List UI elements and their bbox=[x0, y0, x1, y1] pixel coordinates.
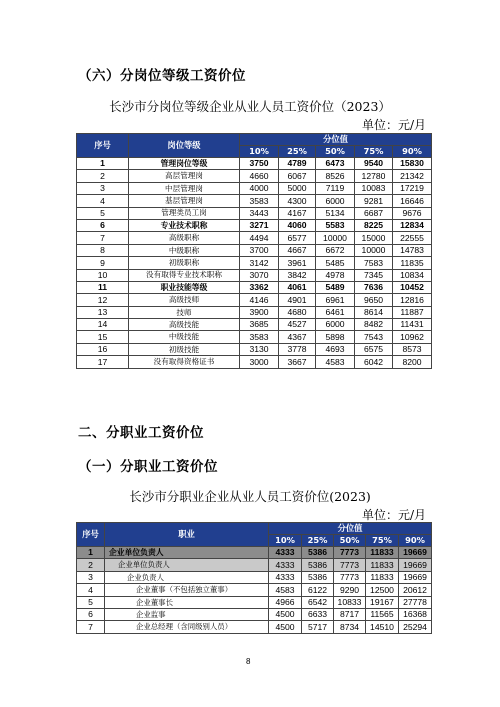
cell-p90: 9676 bbox=[393, 207, 432, 219]
cell-p10: 3583 bbox=[240, 331, 279, 343]
cell-p50: 4693 bbox=[316, 343, 355, 355]
row-name: 企业总经理（含同级别人员） bbox=[105, 621, 269, 633]
row-name: 技师 bbox=[129, 306, 240, 318]
cell-p10: 3130 bbox=[240, 343, 279, 355]
cell-p10: 3900 bbox=[240, 306, 279, 318]
cell-p25: 5000 bbox=[279, 182, 316, 194]
row-seq: 7 bbox=[77, 232, 129, 244]
row-seq: 17 bbox=[77, 356, 129, 368]
header-p10: 10% bbox=[240, 146, 279, 158]
cell-p90: 22555 bbox=[393, 232, 432, 244]
row-name: 高层管理岗 bbox=[129, 170, 240, 182]
row-name: 初级职称 bbox=[129, 257, 240, 269]
row-seq: 6 bbox=[77, 219, 129, 231]
table-row bbox=[77, 244, 432, 256]
cell-p50: 10000 bbox=[316, 232, 355, 244]
cell-p75: 11833 bbox=[366, 571, 399, 583]
table-row bbox=[77, 559, 432, 571]
cell-p90: 10834 bbox=[393, 269, 432, 281]
row-name: 企业单位负责人 bbox=[105, 547, 269, 559]
table-row bbox=[77, 621, 432, 633]
table-row bbox=[77, 608, 432, 620]
row-seq: 8 bbox=[77, 244, 129, 256]
row-name: 中级技能 bbox=[129, 331, 240, 343]
table-row bbox=[77, 571, 432, 583]
cell-p25: 5717 bbox=[302, 621, 334, 633]
cell-p90: 10452 bbox=[393, 281, 432, 293]
cell-p25: 4527 bbox=[279, 319, 316, 331]
cell-p75: 8225 bbox=[355, 219, 393, 231]
cell-p90: 12816 bbox=[393, 294, 432, 306]
table-row bbox=[77, 584, 432, 596]
header-p75: 75% bbox=[355, 146, 393, 158]
cell-p75: 10083 bbox=[355, 182, 393, 194]
cell-p90: 19669 bbox=[399, 559, 432, 571]
header-p10: 10% bbox=[269, 535, 302, 547]
cell-p50: 4978 bbox=[316, 269, 355, 281]
cell-p90: 11887 bbox=[393, 306, 432, 318]
header-p90: 90% bbox=[393, 146, 432, 158]
cell-p75: 8482 bbox=[355, 319, 393, 331]
row-name: 中级职称 bbox=[129, 244, 240, 256]
header-p25: 25% bbox=[279, 146, 316, 158]
cell-p90: 16646 bbox=[393, 195, 432, 207]
cell-p25: 4060 bbox=[279, 219, 316, 231]
row-name: 高级职称 bbox=[129, 232, 240, 244]
cell-p75: 7636 bbox=[355, 281, 393, 293]
table-row bbox=[77, 356, 432, 368]
cell-p90: 19669 bbox=[399, 547, 432, 559]
cell-p50: 6961 bbox=[316, 294, 355, 306]
row-seq: 10 bbox=[77, 269, 129, 281]
cell-p10: 4333 bbox=[269, 559, 302, 571]
row-seq: 4 bbox=[77, 584, 105, 596]
cell-p75: 11833 bbox=[366, 547, 399, 559]
cell-p75: 6575 bbox=[355, 343, 393, 355]
cell-p10: 4494 bbox=[240, 232, 279, 244]
cell-p90: 19669 bbox=[399, 571, 432, 583]
table-row bbox=[77, 207, 432, 219]
row-name: 企业董事长 bbox=[105, 596, 269, 608]
cell-p75: 9540 bbox=[355, 158, 393, 170]
header-p50: 50% bbox=[334, 535, 366, 547]
cell-p25: 6542 bbox=[302, 596, 334, 608]
row-seq: 2 bbox=[77, 559, 105, 571]
cell-p10: 3700 bbox=[240, 244, 279, 256]
row-name: 企业监事 bbox=[105, 608, 269, 620]
cell-p75: 12780 bbox=[355, 170, 393, 182]
row-seq: 15 bbox=[77, 331, 129, 343]
cell-p50: 8526 bbox=[316, 170, 355, 182]
cell-p50: 7773 bbox=[334, 571, 366, 583]
cell-p50: 8734 bbox=[334, 621, 366, 633]
cell-p50: 5134 bbox=[316, 207, 355, 219]
cell-p90: 16368 bbox=[399, 608, 432, 620]
row-seq: 5 bbox=[77, 207, 129, 219]
cell-p10: 4966 bbox=[269, 596, 302, 608]
table-title-occupation: 长沙市分职业企业从业人员工资价位(2023) bbox=[129, 489, 371, 504]
cell-p75: 8614 bbox=[355, 306, 393, 318]
cell-p25: 4367 bbox=[279, 331, 316, 343]
cell-p10: 3443 bbox=[240, 207, 279, 219]
row-seq: 14 bbox=[77, 319, 129, 331]
cell-p50: 5583 bbox=[316, 219, 355, 231]
cell-p75: 7345 bbox=[355, 269, 393, 281]
cell-p75: 6042 bbox=[355, 356, 393, 368]
table-row bbox=[77, 319, 432, 331]
row-seq: 2 bbox=[77, 170, 129, 182]
header-p50: 50% bbox=[316, 146, 355, 158]
cell-p25: 4061 bbox=[279, 281, 316, 293]
cell-p25: 5386 bbox=[302, 547, 334, 559]
header-job-level: 岗位等级 bbox=[129, 134, 240, 158]
cell-p50: 9290 bbox=[334, 584, 366, 596]
cell-p50: 6461 bbox=[316, 306, 355, 318]
header-percentile-group: 分位值 bbox=[240, 134, 432, 146]
cell-p25: 6633 bbox=[302, 608, 334, 620]
cell-p50: 5898 bbox=[316, 331, 355, 343]
table-row bbox=[77, 294, 432, 306]
cell-p25: 6122 bbox=[302, 584, 334, 596]
table-row bbox=[77, 182, 432, 194]
table-row bbox=[77, 281, 432, 293]
cell-p10: 3271 bbox=[240, 219, 279, 231]
cell-p75: 9650 bbox=[355, 294, 393, 306]
row-name: 职业技能等级 bbox=[129, 281, 240, 293]
cell-p75: 9281 bbox=[355, 195, 393, 207]
row-seq: 13 bbox=[77, 306, 129, 318]
cell-p75: 11565 bbox=[366, 608, 399, 620]
cell-p90: 11431 bbox=[393, 319, 432, 331]
cell-p90: 12834 bbox=[393, 219, 432, 231]
row-name: 企业负责人 bbox=[105, 571, 269, 583]
cell-p10: 4146 bbox=[240, 294, 279, 306]
cell-p50: 5485 bbox=[316, 257, 355, 269]
header-p25: 25% bbox=[302, 535, 334, 547]
cell-p75: 7583 bbox=[355, 257, 393, 269]
cell-p50: 6672 bbox=[316, 244, 355, 256]
cell-p50: 6000 bbox=[316, 195, 355, 207]
row-name: 没有取得资格证书 bbox=[129, 356, 240, 368]
cell-p10: 4500 bbox=[269, 608, 302, 620]
cell-p50: 7773 bbox=[334, 547, 366, 559]
row-seq: 3 bbox=[77, 182, 129, 194]
row-name: 基层管理岗 bbox=[129, 195, 240, 207]
cell-p25: 3667 bbox=[279, 356, 316, 368]
table-row bbox=[77, 306, 432, 318]
cell-p50: 10833 bbox=[334, 596, 366, 608]
cell-p75: 11833 bbox=[366, 559, 399, 571]
row-seq: 9 bbox=[77, 257, 129, 269]
cell-p10: 3583 bbox=[240, 195, 279, 207]
row-seq: 6 bbox=[77, 608, 105, 620]
cell-p75: 7543 bbox=[355, 331, 393, 343]
table-row bbox=[77, 170, 432, 182]
header-occupation: 职业 bbox=[105, 523, 269, 547]
cell-p25: 4300 bbox=[279, 195, 316, 207]
row-seq: 11 bbox=[77, 281, 129, 293]
cell-p10: 3142 bbox=[240, 257, 279, 269]
cell-p25: 4667 bbox=[279, 244, 316, 256]
cell-p10: 4660 bbox=[240, 170, 279, 182]
cell-p90: 8573 bbox=[393, 343, 432, 355]
row-name: 高级技师 bbox=[129, 294, 240, 306]
header-seq: 序号 bbox=[77, 523, 105, 547]
row-seq: 16 bbox=[77, 343, 129, 355]
table-row bbox=[77, 257, 432, 269]
occupation-wage-table bbox=[76, 522, 432, 634]
table-row bbox=[77, 596, 432, 608]
table-row bbox=[77, 547, 432, 559]
cell-p25: 3842 bbox=[279, 269, 316, 281]
cell-p25: 6067 bbox=[279, 170, 316, 182]
cell-p10: 3070 bbox=[240, 269, 279, 281]
cell-p10: 4500 bbox=[269, 621, 302, 633]
cell-p25: 4167 bbox=[279, 207, 316, 219]
header-p75: 75% bbox=[366, 535, 399, 547]
header-percentile-group: 分位值 bbox=[269, 523, 432, 535]
cell-p25: 3961 bbox=[279, 257, 316, 269]
table-title-job-level: 长沙市分岗位等级企业从业人员工资价位（2023） bbox=[109, 99, 391, 114]
row-name: 专业技术职称 bbox=[129, 219, 240, 231]
cell-p10: 3362 bbox=[240, 281, 279, 293]
header-seq: 序号 bbox=[77, 134, 129, 158]
cell-p75: 14510 bbox=[366, 621, 399, 633]
unit-label: 单位：元/月 bbox=[362, 118, 427, 132]
cell-p25: 3778 bbox=[279, 343, 316, 355]
cell-p90: 25294 bbox=[399, 621, 432, 633]
row-name: 中层管理岗 bbox=[129, 182, 240, 194]
cell-p50: 8717 bbox=[334, 608, 366, 620]
cell-p90: 14783 bbox=[393, 244, 432, 256]
cell-p10: 4000 bbox=[240, 182, 279, 194]
cell-p75: 6687 bbox=[355, 207, 393, 219]
table-row bbox=[77, 331, 432, 343]
row-seq: 1 bbox=[77, 158, 129, 170]
row-name: 企业董事（不包括独立董事） bbox=[105, 584, 269, 596]
row-name: 初级技能 bbox=[129, 343, 240, 355]
cell-p50: 7119 bbox=[316, 182, 355, 194]
cell-p90: 10962 bbox=[393, 331, 432, 343]
table-row bbox=[77, 232, 432, 244]
cell-p10: 4333 bbox=[269, 547, 302, 559]
cell-p90: 17219 bbox=[393, 182, 432, 194]
cell-p25: 4901 bbox=[279, 294, 316, 306]
job-level-wage-table bbox=[76, 133, 432, 369]
unit-label-occupation: 单位：元/月 bbox=[362, 508, 427, 522]
cell-p50: 6473 bbox=[316, 158, 355, 170]
cell-p90: 20612 bbox=[399, 584, 432, 596]
cell-p75: 15000 bbox=[355, 232, 393, 244]
cell-p50: 4583 bbox=[316, 356, 355, 368]
table-row bbox=[77, 158, 432, 170]
cell-p10: 3750 bbox=[240, 158, 279, 170]
row-seq: 7 bbox=[77, 621, 105, 633]
cell-p90: 27778 bbox=[399, 596, 432, 608]
row-name: 管理岗位等级 bbox=[129, 158, 240, 170]
cell-p75: 19167 bbox=[366, 596, 399, 608]
cell-p50: 5489 bbox=[316, 281, 355, 293]
row-name: 高级技能 bbox=[129, 319, 240, 331]
row-seq: 3 bbox=[77, 571, 105, 583]
cell-p10: 4583 bbox=[269, 584, 302, 596]
cell-p25: 5386 bbox=[302, 571, 334, 583]
section-heading-occupation: 二、分职业工资价位 bbox=[78, 425, 204, 441]
cell-p90: 21342 bbox=[393, 170, 432, 182]
table-row bbox=[77, 195, 432, 207]
row-seq: 5 bbox=[77, 596, 105, 608]
row-seq: 12 bbox=[77, 294, 129, 306]
table-row bbox=[77, 219, 432, 231]
row-seq: 1 bbox=[77, 547, 105, 559]
cell-p25: 4680 bbox=[279, 306, 316, 318]
section-heading-job-level: （六）分岗位等级工资价位 bbox=[78, 68, 246, 84]
cell-p10: 3000 bbox=[240, 356, 279, 368]
cell-p50: 6000 bbox=[316, 319, 355, 331]
header-p90: 90% bbox=[399, 535, 432, 547]
cell-p10: 3685 bbox=[240, 319, 279, 331]
cell-p90: 11835 bbox=[393, 257, 432, 269]
cell-p25: 4789 bbox=[279, 158, 316, 170]
cell-p50: 7773 bbox=[334, 559, 366, 571]
cell-p25: 5386 bbox=[302, 559, 334, 571]
table-row bbox=[77, 343, 432, 355]
cell-p25: 6577 bbox=[279, 232, 316, 244]
cell-p75: 12500 bbox=[366, 584, 399, 596]
cell-p90: 8200 bbox=[393, 356, 432, 368]
cell-p75: 10000 bbox=[355, 244, 393, 256]
cell-p10: 4333 bbox=[269, 571, 302, 583]
row-name: 企业单位负责人 bbox=[105, 559, 269, 571]
row-name: 没有取得专业技术职称 bbox=[129, 269, 240, 281]
row-name: 管理类员工岗 bbox=[129, 207, 240, 219]
subsection-heading-occupation: （一）分职业工资价位 bbox=[78, 459, 218, 475]
cell-p90: 15830 bbox=[393, 158, 432, 170]
table-row bbox=[77, 269, 432, 281]
row-seq: 4 bbox=[77, 195, 129, 207]
page-number: 8 bbox=[246, 657, 251, 666]
